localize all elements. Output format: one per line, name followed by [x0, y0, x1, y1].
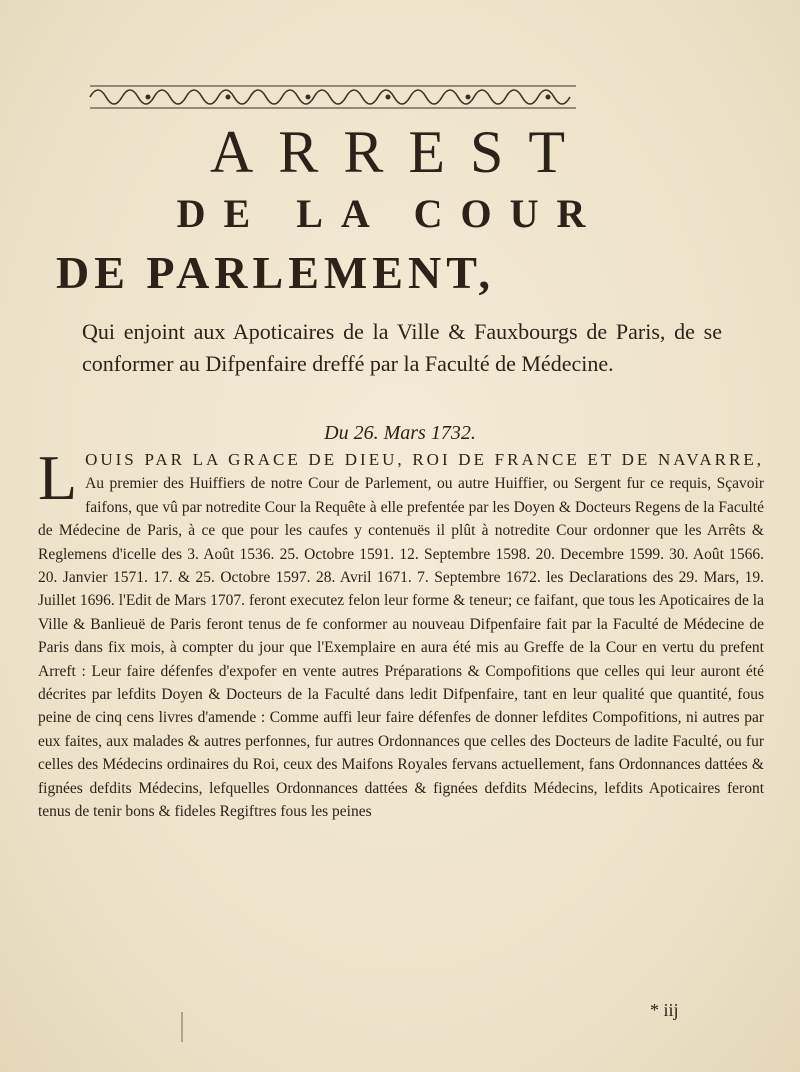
ornamental-header-band	[88, 82, 578, 112]
document-title: ARREST	[209, 119, 591, 185]
decree-body	[38, 442, 764, 824]
document-subtitle: DE LA COUR	[176, 191, 604, 236]
signature-mark: * iij	[650, 1000, 679, 1020]
document-subtitle-parlement: DE PARLEMENT,	[56, 247, 495, 298]
decree-date: Du 26. Mars 1732.	[324, 422, 476, 444]
opening-words: OUIS PAR LA GRACE DE DIEU, ROI DE FRANCE ET DE NAVARRE,	[85, 450, 764, 469]
drop-cap: L	[38, 442, 78, 513]
body-text: Au premier des Huiffiers de notre Cour de Parlement, ou autre Huiffier, ou Sergent fur ce requis, Sçavoir faifons, que vû par notredite Cour la Requête à elle prefentée par les Doyen & Docteurs Regens de la Faculté de Médecine de Paris, à ce que pour les caufes y contenuës il plût à notredite Cour ordonner que les Arrêts & Reglemens d'icelle des 3. Août 1536. 25. Octobre 1591. 12. Septembre 1598. 20. Decembre 1599. 30. Août 1566. 20. Janvier 1571. 17. & 25. Octobre 1597. 28. Avril 1671. 7. Septembre 1672. les Declarations des 29. Mars, 19. Juillet 1696. l'Edit de Mars 1707. feront executez felon leur forme & teneur; ce faifant, que tous les Apoticaires de la Ville & Banlieuë de Paris feront tenus de fe conformer au nouveau Difpenfaire fait par la Faculté de Médecine de Paris dans fix mois, à compter du jour que l'Exemplaire en aura été mis au Greffe de la Cour en vertu du prefent Arreft : Leur faire défenfes d'expofer en vente autres Préparations & Compofitions que celles qui leur auront été décrites par lefdits Doyen & Docteurs de la Faculté dans ledit Difpenfaire, tant en leur qualité que quantité, fous peine de cinq cens livres d'amende : Comme auffi leur faire défenfes de donner lefdites Compofitions, ni autres par eux faites, aux malades & autres perfonnes, fur autres Ordonnances que celles des Docteurs de ladite Faculté, ou fur celles des Médecins ordinaires du Roi, ceux des Maifons Royales fervans actuellement, fans Ordonnances dattées & fignées defdits Médecins, lefquelles Ordonnances dattées & fignées defdits Médecins, lefdits Apoticaires feront tenus de tenir bons & fideles Regiftres fous les peines	[38, 475, 764, 821]
pencil-mark	[180, 1012, 184, 1042]
decree-subject: Qui enjoint aux Apoticaires de la Ville & Fauxbourgs de Paris, de se conformer au Difpenfaire dreffé par la Faculté de Médecine.	[82, 319, 722, 376]
